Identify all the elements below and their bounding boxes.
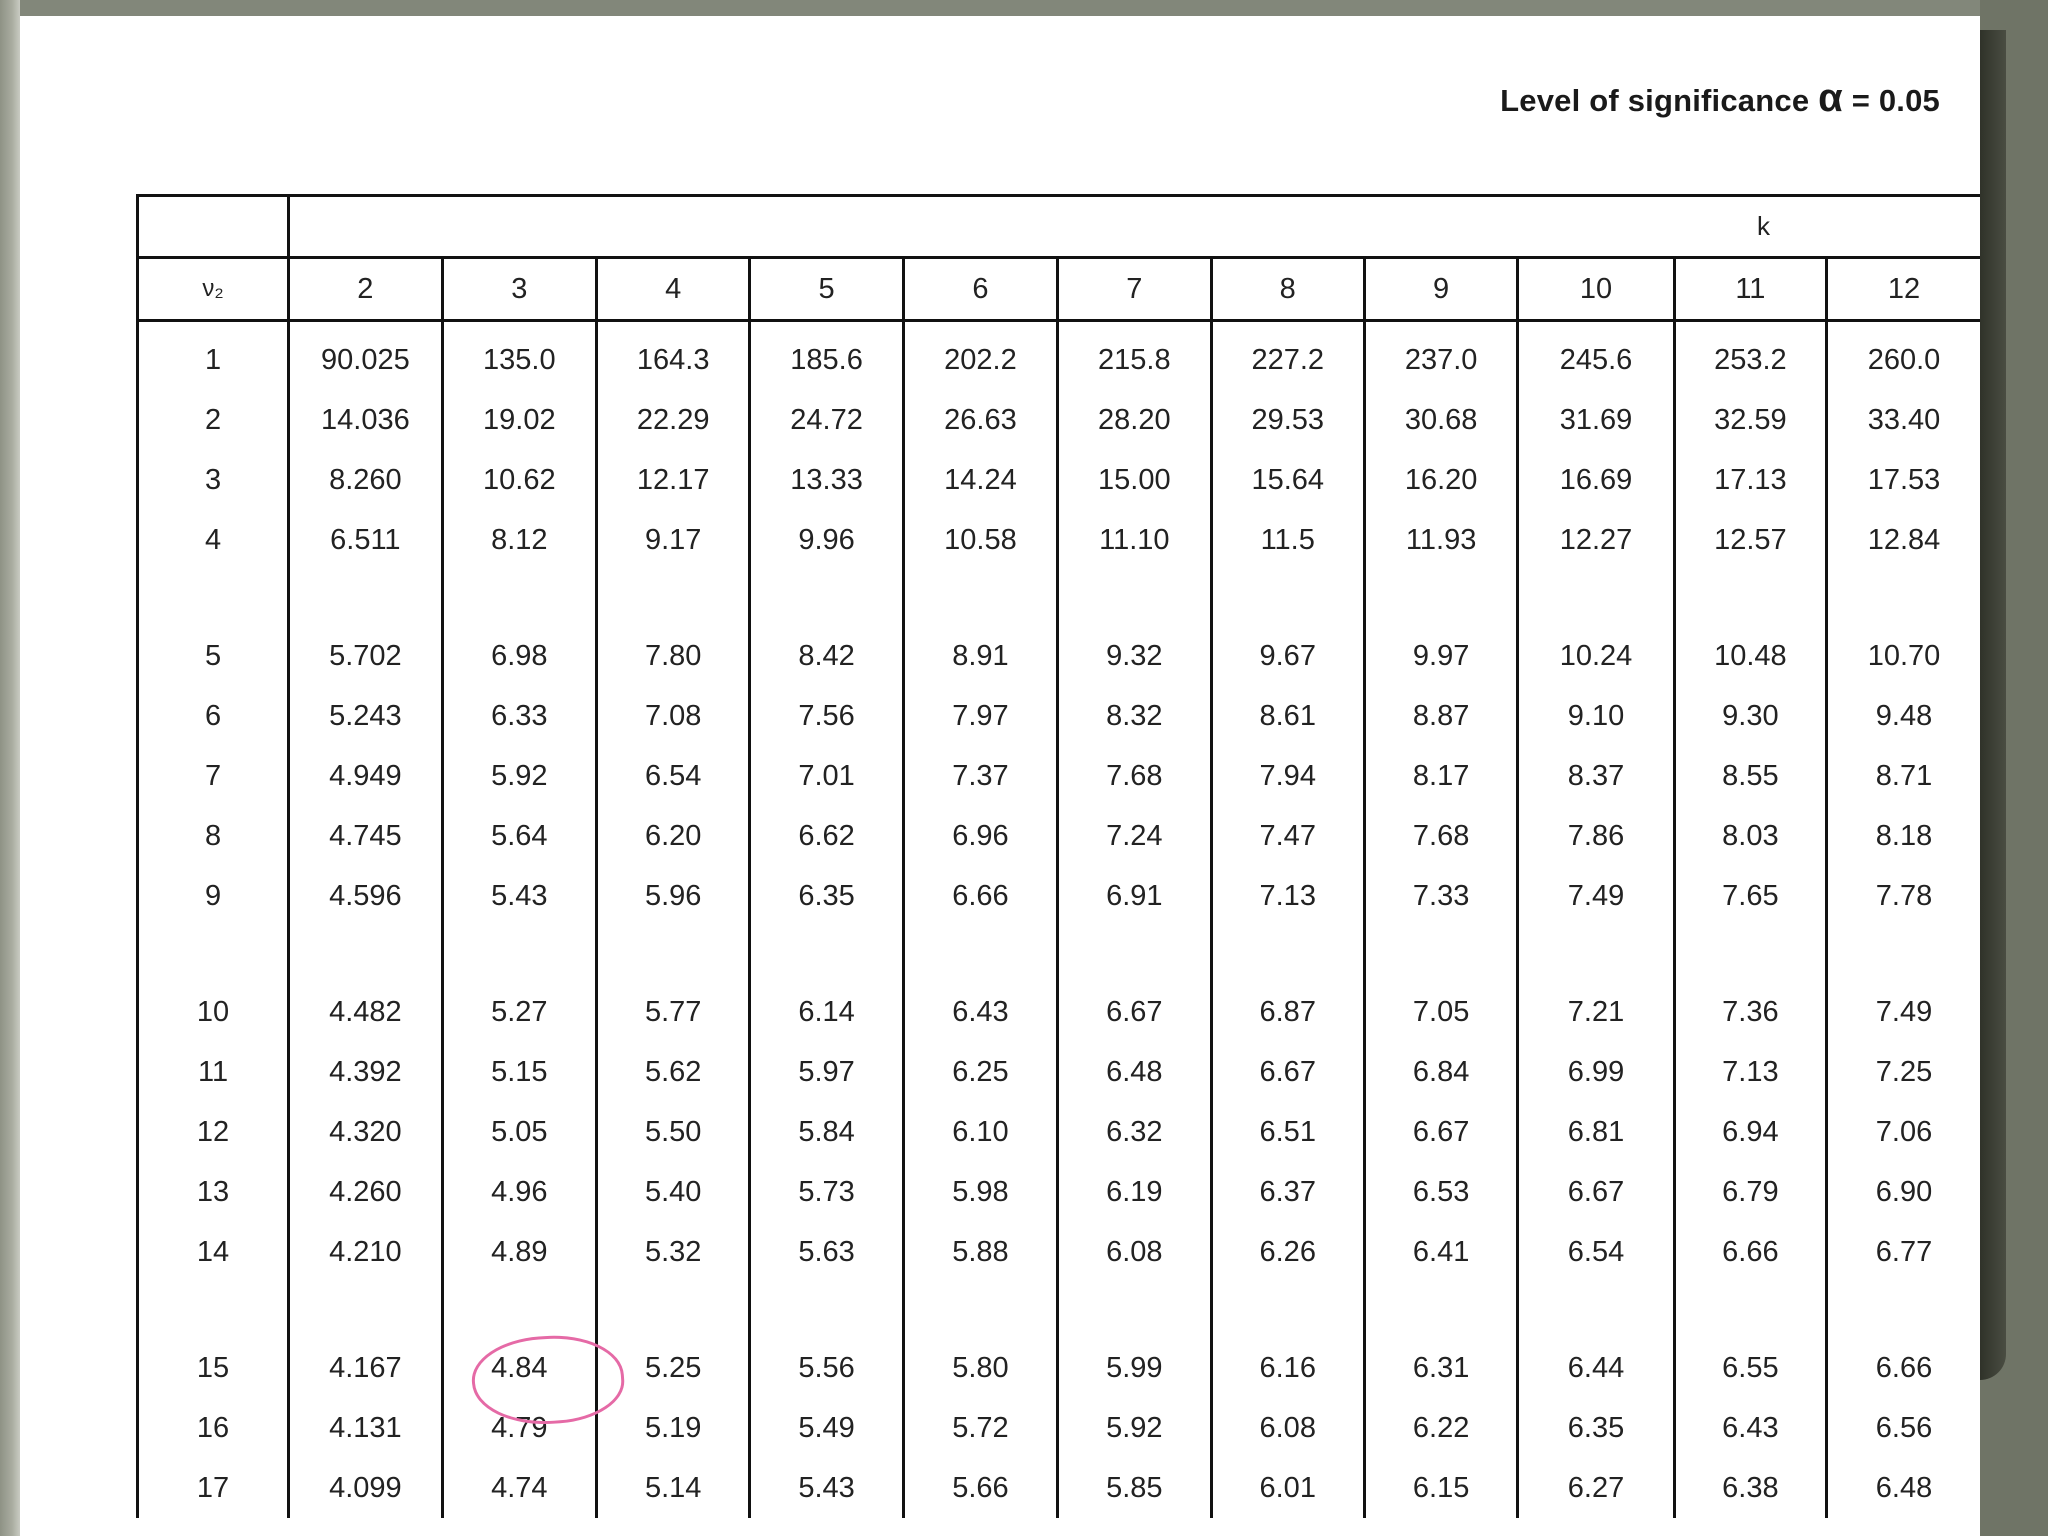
table-cell: 15.00 bbox=[1058, 450, 1211, 510]
table-cell: 8.37 bbox=[1518, 746, 1674, 806]
table-row bbox=[138, 390, 1981, 450]
table-cell: 6.54 bbox=[1518, 1222, 1674, 1282]
table-cell: 4.79 bbox=[442, 1398, 596, 1458]
significance-label: Level of significance bbox=[1500, 83, 1810, 118]
table-cell: 6.27 bbox=[1518, 1458, 1674, 1518]
table-cell: 19.02 bbox=[442, 390, 596, 450]
table-cell: 6.25 bbox=[903, 1042, 1057, 1102]
v2-row-label: 2 bbox=[138, 390, 289, 450]
table-cell: 5.25 bbox=[596, 1282, 749, 1398]
table-cell: 12.84 bbox=[1827, 510, 1980, 570]
table-cell: 7.94 bbox=[1211, 746, 1364, 806]
column-header-k: 7 bbox=[1058, 258, 1211, 321]
table-cell: 8.03 bbox=[1674, 806, 1826, 866]
table-cell: 5.32 bbox=[596, 1222, 749, 1282]
slide-frame-edge bbox=[1980, 30, 2006, 1380]
table-cell: 11.10 bbox=[1058, 510, 1211, 570]
table-cell: 10.62 bbox=[442, 450, 596, 510]
table-row bbox=[138, 926, 1981, 1042]
table-cell: 6.43 bbox=[903, 926, 1057, 1042]
table-cell: 6.90 bbox=[1827, 1162, 1980, 1222]
table-cell: 5.56 bbox=[750, 1282, 903, 1398]
table-cell: 15.64 bbox=[1211, 450, 1364, 510]
table-cell: 6.91 bbox=[1058, 866, 1211, 926]
column-header-k: 9 bbox=[1364, 258, 1517, 321]
column-header-k: 3 bbox=[442, 258, 596, 321]
v2-row-label: 17 bbox=[138, 1458, 289, 1518]
table-cell: 237.0 bbox=[1364, 321, 1517, 391]
table-cell: 5.50 bbox=[596, 1102, 749, 1162]
table-cell: 10.24 bbox=[1518, 570, 1674, 686]
table-cell: 30.68 bbox=[1364, 390, 1517, 450]
table-cell: 7.24 bbox=[1058, 806, 1211, 866]
table-cell: 8.17 bbox=[1364, 746, 1517, 806]
table-row bbox=[138, 686, 1981, 746]
k-group-label: k bbox=[289, 196, 1980, 258]
table-cell: 6.87 bbox=[1211, 926, 1364, 1042]
table-cell: 4.131 bbox=[289, 1398, 443, 1458]
table-cell: 4.099 bbox=[289, 1458, 443, 1518]
table-cell: 185.6 bbox=[750, 321, 903, 391]
table-cell: 6.44 bbox=[1518, 1282, 1674, 1398]
table-row bbox=[138, 510, 1981, 570]
table-cell: 6.10 bbox=[903, 1102, 1057, 1162]
table-row bbox=[138, 806, 1981, 866]
table-cell: 8.12 bbox=[442, 510, 596, 570]
table-cell: 5.27 bbox=[442, 926, 596, 1042]
v2-row-label: 1 bbox=[138, 321, 289, 391]
table-cell: 6.20 bbox=[596, 806, 749, 866]
group-header-row bbox=[138, 196, 1981, 258]
table-cell: 6.37 bbox=[1211, 1162, 1364, 1222]
table-cell: 8.91 bbox=[903, 570, 1057, 686]
table-cell: 6.43 bbox=[1674, 1398, 1826, 1458]
table-page bbox=[20, 16, 1980, 1536]
table-row bbox=[138, 1042, 1981, 1102]
table-cell: 7.80 bbox=[596, 570, 749, 686]
table-row bbox=[138, 321, 1981, 391]
table-cell: 5.14 bbox=[596, 1458, 749, 1518]
table-cell: 7.47 bbox=[1211, 806, 1364, 866]
table-cell: 5.62 bbox=[596, 1042, 749, 1102]
table-cell: 6.99 bbox=[1518, 1042, 1674, 1102]
table-cell: 5.77 bbox=[596, 926, 749, 1042]
table-cell: 90.025 bbox=[289, 321, 443, 391]
table-cell: 5.40 bbox=[596, 1162, 749, 1222]
v2-row-label: 14 bbox=[138, 1222, 289, 1282]
table-cell: 6.08 bbox=[1058, 1222, 1211, 1282]
table-cell: 164.3 bbox=[596, 321, 749, 391]
table-cell: 12.27 bbox=[1518, 510, 1674, 570]
table-cell: 5.63 bbox=[750, 1222, 903, 1282]
table-cell: 7.56 bbox=[750, 686, 903, 746]
table-cell: 6.35 bbox=[1518, 1398, 1674, 1458]
table-cell: 31.69 bbox=[1518, 390, 1674, 450]
table-body bbox=[138, 321, 1981, 1519]
table-cell: 5.98 bbox=[903, 1162, 1057, 1222]
v2-header: ν₂ bbox=[138, 258, 289, 321]
table-cell: 8.55 bbox=[1674, 746, 1826, 806]
table-cell: 13.33 bbox=[750, 450, 903, 510]
table-cell: 9.32 bbox=[1058, 570, 1211, 686]
table-cell: 8.87 bbox=[1364, 686, 1517, 746]
table-cell: 5.96 bbox=[596, 866, 749, 926]
table-cell: 24.72 bbox=[750, 390, 903, 450]
table-cell: 7.08 bbox=[596, 686, 749, 746]
table-cell: 227.2 bbox=[1211, 321, 1364, 391]
table-cell: 8.18 bbox=[1827, 806, 1980, 866]
column-header-k: 10 bbox=[1518, 258, 1674, 321]
table-cell: 7.33 bbox=[1364, 866, 1517, 926]
table-row bbox=[138, 746, 1981, 806]
slide-frame-left bbox=[0, 0, 20, 1536]
table-cell: 6.35 bbox=[750, 866, 903, 926]
table-cell: 8.32 bbox=[1058, 686, 1211, 746]
table-row bbox=[138, 1458, 1981, 1518]
table-cell: 6.32 bbox=[1058, 1102, 1211, 1162]
v2-row-label: 15 bbox=[138, 1282, 289, 1398]
table-cell: 4.482 bbox=[289, 926, 443, 1042]
table-cell: 7.68 bbox=[1364, 806, 1517, 866]
table-cell: 11.5 bbox=[1211, 510, 1364, 570]
table-cell: 7.68 bbox=[1058, 746, 1211, 806]
table-cell: 7.36 bbox=[1674, 926, 1826, 1042]
table-cell: 8.260 bbox=[289, 450, 443, 510]
v2-row-label: 13 bbox=[138, 1162, 289, 1222]
table-cell: 12.57 bbox=[1674, 510, 1826, 570]
table-cell: 9.96 bbox=[750, 510, 903, 570]
table-cell: 5.66 bbox=[903, 1458, 1057, 1518]
table-cell: 7.49 bbox=[1518, 866, 1674, 926]
table-cell: 10.70 bbox=[1827, 570, 1980, 686]
table-cell: 8.42 bbox=[750, 570, 903, 686]
table-cell: 7.21 bbox=[1518, 926, 1674, 1042]
table-cell: 7.49 bbox=[1827, 926, 1980, 1042]
v2-row-label: 5 bbox=[138, 570, 289, 686]
table-row bbox=[138, 1222, 1981, 1282]
table-row bbox=[138, 450, 1981, 510]
table-cell: 8.71 bbox=[1827, 746, 1980, 806]
table-cell: 7.78 bbox=[1827, 866, 1980, 926]
table-cell: 11.93 bbox=[1364, 510, 1517, 570]
table-cell: 6.51 bbox=[1211, 1102, 1364, 1162]
v2-row-label: 6 bbox=[138, 686, 289, 746]
table-row bbox=[138, 1102, 1981, 1162]
v2-row-label: 9 bbox=[138, 866, 289, 926]
table-cell: 7.37 bbox=[903, 746, 1057, 806]
table-cell: 12.17 bbox=[596, 450, 749, 510]
table-cell: 245.6 bbox=[1518, 321, 1674, 391]
table-cell: 5.43 bbox=[442, 866, 596, 926]
table-cell: 5.73 bbox=[750, 1162, 903, 1222]
table-cell: 10.58 bbox=[903, 510, 1057, 570]
table-cell: 6.96 bbox=[903, 806, 1057, 866]
table-cell: 17.13 bbox=[1674, 450, 1826, 510]
table-cell: 253.2 bbox=[1674, 321, 1826, 391]
table-cell: 6.98 bbox=[442, 570, 596, 686]
table-cell: 32.59 bbox=[1674, 390, 1826, 450]
table-cell: 7.06 bbox=[1827, 1102, 1980, 1162]
table-cell: 4.596 bbox=[289, 866, 443, 926]
table-cell: 5.49 bbox=[750, 1398, 903, 1458]
column-header-k: 5 bbox=[750, 258, 903, 321]
table-cell: 7.65 bbox=[1674, 866, 1826, 926]
table-cell: 260.0 bbox=[1827, 321, 1980, 391]
table-cell: 4.96 bbox=[442, 1162, 596, 1222]
table-cell: 29.53 bbox=[1211, 390, 1364, 450]
corner-cell bbox=[138, 196, 289, 258]
table-cell: 5.243 bbox=[289, 686, 443, 746]
table-cell: 5.88 bbox=[903, 1222, 1057, 1282]
table-cell: 4.84 bbox=[442, 1282, 596, 1398]
table-cell: 4.260 bbox=[289, 1162, 443, 1222]
table-cell: 6.66 bbox=[1827, 1282, 1980, 1398]
table-cell: 6.67 bbox=[1211, 1042, 1364, 1102]
table-cell: 26.63 bbox=[903, 390, 1057, 450]
table-cell: 6.48 bbox=[1058, 1042, 1211, 1102]
table-cell: 5.15 bbox=[442, 1042, 596, 1102]
table-cell: 6.53 bbox=[1364, 1162, 1517, 1222]
table-cell: 6.84 bbox=[1364, 1042, 1517, 1102]
alpha-value: = 0.05 bbox=[1851, 83, 1940, 118]
table-cell: 7.01 bbox=[750, 746, 903, 806]
table-cell: 6.16 bbox=[1211, 1282, 1364, 1398]
v2-row-label: 16 bbox=[138, 1398, 289, 1458]
table-cell: 6.22 bbox=[1364, 1398, 1517, 1458]
table-cell: 9.30 bbox=[1674, 686, 1826, 746]
table-cell: 5.702 bbox=[289, 570, 443, 686]
table-cell: 4.74 bbox=[442, 1458, 596, 1518]
significance-caption bbox=[1500, 76, 1940, 121]
table-cell: 16.20 bbox=[1364, 450, 1517, 510]
table-cell: 6.14 bbox=[750, 926, 903, 1042]
table-cell: 135.0 bbox=[442, 321, 596, 391]
table-cell: 7.25 bbox=[1827, 1042, 1980, 1102]
table-cell: 6.31 bbox=[1364, 1282, 1517, 1398]
table-cell: 14.036 bbox=[289, 390, 443, 450]
column-header-k: 11 bbox=[1674, 258, 1826, 321]
table-row bbox=[138, 570, 1981, 686]
table-cell: 9.67 bbox=[1211, 570, 1364, 686]
table-cell: 33.40 bbox=[1827, 390, 1980, 450]
table-cell: 6.38 bbox=[1674, 1458, 1826, 1518]
table-row bbox=[138, 1162, 1981, 1222]
table-cell: 6.54 bbox=[596, 746, 749, 806]
table-cell: 4.745 bbox=[289, 806, 443, 866]
table-cell: 7.05 bbox=[1364, 926, 1517, 1042]
table-cell: 5.92 bbox=[442, 746, 596, 806]
column-header-k: 6 bbox=[903, 258, 1057, 321]
table-cell: 4.320 bbox=[289, 1102, 443, 1162]
table-cell: 5.72 bbox=[903, 1398, 1057, 1458]
table-cell: 6.15 bbox=[1364, 1458, 1517, 1518]
column-header-k: 12 bbox=[1827, 258, 1980, 321]
column-header-row bbox=[138, 258, 1981, 321]
table-cell: 7.13 bbox=[1674, 1042, 1826, 1102]
table-cell: 5.43 bbox=[750, 1458, 903, 1518]
column-header-k: 2 bbox=[289, 258, 443, 321]
table-cell: 28.20 bbox=[1058, 390, 1211, 450]
table-cell: 9.10 bbox=[1518, 686, 1674, 746]
table-row bbox=[138, 1398, 1981, 1458]
table-cell: 6.511 bbox=[289, 510, 443, 570]
slide-frame-top bbox=[0, 0, 2048, 16]
v2-row-label: 12 bbox=[138, 1102, 289, 1162]
table-cell: 5.84 bbox=[750, 1102, 903, 1162]
table-cell: 202.2 bbox=[903, 321, 1057, 391]
table-row bbox=[138, 866, 1981, 926]
table-cell: 7.97 bbox=[903, 686, 1057, 746]
v2-row-label: 3 bbox=[138, 450, 289, 510]
critical-values-table bbox=[136, 194, 1980, 1518]
table-cell: 5.99 bbox=[1058, 1282, 1211, 1398]
table-cell: 6.66 bbox=[1674, 1222, 1826, 1282]
table-cell: 5.80 bbox=[903, 1282, 1057, 1398]
table-cell: 6.77 bbox=[1827, 1222, 1980, 1282]
table-cell: 6.81 bbox=[1518, 1102, 1674, 1162]
table-cell: 215.8 bbox=[1058, 321, 1211, 391]
table-cell: 9.17 bbox=[596, 510, 749, 570]
table-row bbox=[138, 1282, 1981, 1398]
table-cell: 5.19 bbox=[596, 1398, 749, 1458]
table-cell: 9.97 bbox=[1364, 570, 1517, 686]
table-cell: 10.48 bbox=[1674, 570, 1826, 686]
table-cell: 17.53 bbox=[1827, 450, 1980, 510]
table-cell: 6.01 bbox=[1211, 1458, 1364, 1518]
v2-row-label: 8 bbox=[138, 806, 289, 866]
table-cell: 6.56 bbox=[1827, 1398, 1980, 1458]
table-cell: 6.79 bbox=[1674, 1162, 1826, 1222]
table-cell: 5.92 bbox=[1058, 1398, 1211, 1458]
table-cell: 6.19 bbox=[1058, 1162, 1211, 1222]
table-cell: 6.62 bbox=[750, 806, 903, 866]
table-cell: 6.33 bbox=[442, 686, 596, 746]
table-cell: 22.29 bbox=[596, 390, 749, 450]
table-cell: 5.64 bbox=[442, 806, 596, 866]
table-cell: 4.392 bbox=[289, 1042, 443, 1102]
v2-row-label: 4 bbox=[138, 510, 289, 570]
table-cell: 6.55 bbox=[1674, 1282, 1826, 1398]
alpha-symbol: α bbox=[1818, 76, 1843, 120]
table-cell: 6.67 bbox=[1518, 1162, 1674, 1222]
table-cell: 8.61 bbox=[1211, 686, 1364, 746]
table-cell: 5.05 bbox=[442, 1102, 596, 1162]
table-cell: 14.24 bbox=[903, 450, 1057, 510]
table-cell: 6.08 bbox=[1211, 1398, 1364, 1458]
column-header-k: 8 bbox=[1211, 258, 1364, 321]
table-cell: 6.66 bbox=[903, 866, 1057, 926]
table-cell: 5.85 bbox=[1058, 1458, 1211, 1518]
table-cell: 6.48 bbox=[1827, 1458, 1980, 1518]
table-cell: 16.69 bbox=[1518, 450, 1674, 510]
table-cell: 6.41 bbox=[1364, 1222, 1517, 1282]
column-header-k: 4 bbox=[596, 258, 749, 321]
slide-frame-right bbox=[1980, 0, 2048, 1536]
table-cell: 6.67 bbox=[1364, 1102, 1517, 1162]
table-cell: 6.67 bbox=[1058, 926, 1211, 1042]
table-cell: 7.86 bbox=[1518, 806, 1674, 866]
table-cell: 7.13 bbox=[1211, 866, 1364, 926]
table-cell: 4.210 bbox=[289, 1222, 443, 1282]
table-cell: 4.949 bbox=[289, 746, 443, 806]
v2-row-label: 10 bbox=[138, 926, 289, 1042]
table-cell: 9.48 bbox=[1827, 686, 1980, 746]
table-cell: 6.94 bbox=[1674, 1102, 1826, 1162]
v2-row-label: 11 bbox=[138, 1042, 289, 1102]
table-cell: 4.167 bbox=[289, 1282, 443, 1398]
table-cell: 4.89 bbox=[442, 1222, 596, 1282]
v2-row-label: 7 bbox=[138, 746, 289, 806]
table-cell: 5.97 bbox=[750, 1042, 903, 1102]
table-cell: 6.26 bbox=[1211, 1222, 1364, 1282]
